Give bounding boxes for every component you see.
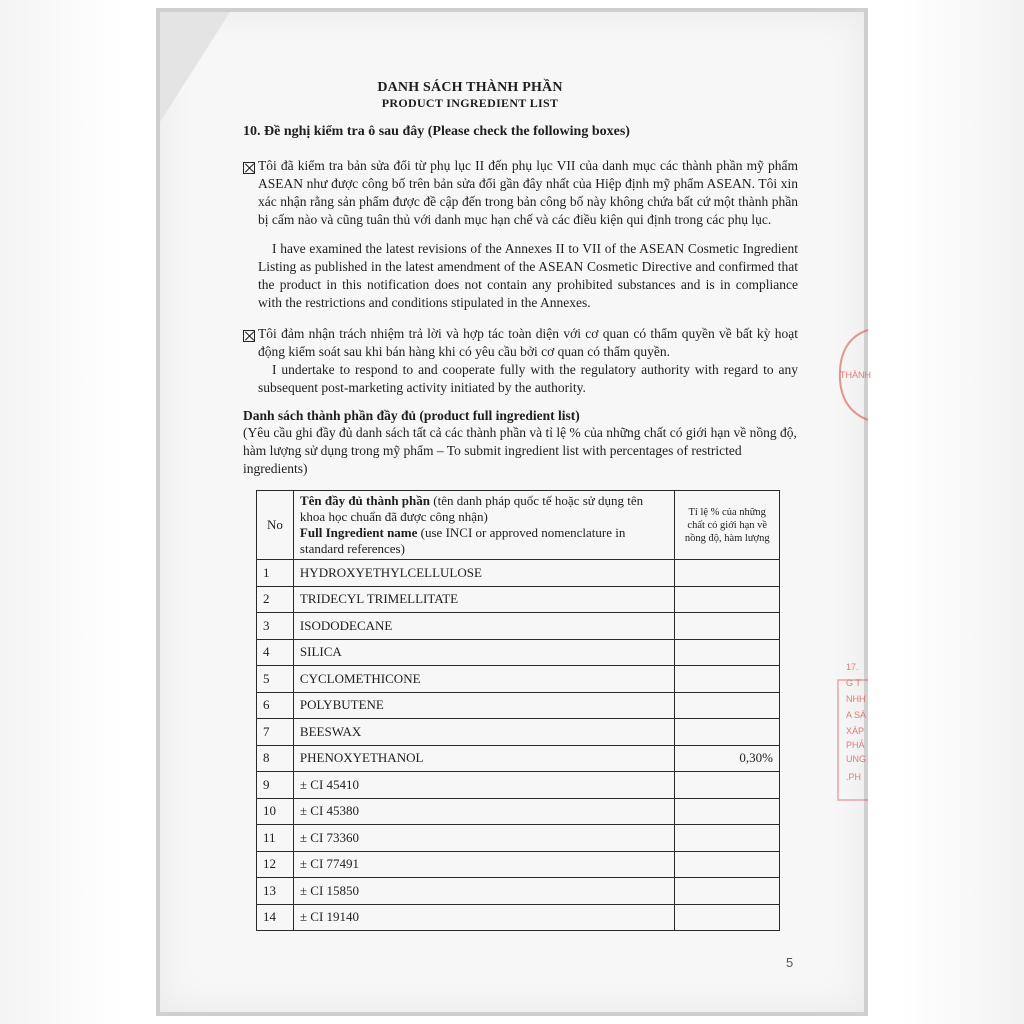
- table-row: [257, 825, 780, 852]
- ingredient-name: CYCLOMETHICONE: [293, 666, 675, 693]
- table-row: [257, 560, 780, 587]
- ingredient-percent: [675, 878, 780, 905]
- row-number: 8: [257, 745, 294, 772]
- row-number: 1: [257, 560, 294, 587]
- declaration-1-vi: Tôi đã kiểm tra bản sửa đổi từ phụ lục II đến phụ lục VII của danh mục các thành phần mỹ phẩm ASEAN như được công bố trên bản sửa đổi gần đây nhất của Hiệp định mỹ phẩm ASEAN. Tôi xin xác nhận rằng sản phẩm được đề cập đến trong bản công bố này không chứa bất cứ một thành phần bị cấm nào và cũng tuân thủ với danh mục hạn chế và các điều kiện qui định trong các phụ lục.: [258, 158, 798, 227]
- ingredient-percent: [675, 719, 780, 746]
- row-number: 7: [257, 719, 294, 746]
- stamp-fragment: XÁP: [846, 726, 865, 736]
- ingredient-percent: [675, 613, 780, 640]
- row-number: 10: [257, 798, 294, 825]
- ingredient-list-heading: Danh sách thành phần đầy đủ (product full ingredient list): [243, 408, 580, 423]
- row-number: 12: [257, 851, 294, 878]
- ingredient-percent: [675, 798, 780, 825]
- row-number: 13: [257, 878, 294, 905]
- declaration-2-vi: Tôi đảm nhận trách nhiệm trả lời và hợp tác toàn diện với cơ quan có thẩm quyền về bất kỳ hoạt động kiểm soát sau khi bán hàng khi có yêu cầu bởi cơ quan có thẩm quyền.: [258, 326, 798, 359]
- table-row: [257, 772, 780, 799]
- stamp-fragment: PHẢ: [846, 740, 865, 750]
- stamp-fragment: .PH: [846, 772, 862, 782]
- section-heading: 10. Đề nghị kiểm tra ô sau đây (Please check the following boxes): [243, 124, 630, 139]
- stamp-fragment: THÀNH: [840, 370, 871, 380]
- table-body: [257, 560, 780, 931]
- ingredient-name: ± CI 19140: [293, 904, 675, 931]
- ingredient-name: SILICA: [293, 639, 675, 666]
- ingredient-name: BEESWAX: [293, 719, 675, 746]
- checked-box-icon[interactable]: [243, 330, 255, 342]
- header-name-vi-rest: (tên danh pháp quốc tế hoặc sử dụng tên khoa học chuẩn đã được công nhận): [299, 493, 644, 524]
- ingredient-name: ± CI 73360: [293, 825, 675, 852]
- ingredient-percent: [675, 692, 780, 719]
- page-number: 5: [786, 955, 794, 970]
- header-no: No: [257, 491, 294, 560]
- row-number: 3: [257, 613, 294, 640]
- table-header-row: [257, 491, 780, 560]
- declaration-2-en: I undertake to respond to and cooperate fully with the regulatory authority with regard to any subsequent post-marketing activity initiated by the authority.: [258, 362, 798, 395]
- stamp-fragment: A SÁ: [846, 710, 867, 720]
- ingredient-percent: 0,30%: [675, 745, 780, 772]
- ingredient-name: ± CI 45380: [293, 798, 675, 825]
- table-row: [257, 586, 780, 613]
- table-row: [257, 904, 780, 931]
- ingredient-percent: [675, 825, 780, 852]
- ingredient-percent: [675, 851, 780, 878]
- row-number: 6: [257, 692, 294, 719]
- table-row: [257, 745, 780, 772]
- ingredient-table: [256, 490, 780, 931]
- row-number: 9: [257, 772, 294, 799]
- stamp-fragment: 17.: [846, 662, 859, 672]
- header-name-en-rest: (use INCI or approved nomenclature in standard references): [299, 525, 626, 556]
- stamp-fragment: UNG: [846, 754, 866, 764]
- row-number: 5: [257, 666, 294, 693]
- table-row: [257, 878, 780, 905]
- header-name-en-bold: Full Ingredient name: [299, 525, 418, 540]
- ingredient-name: ISODODECANE: [293, 613, 675, 640]
- row-number: 2: [257, 586, 294, 613]
- row-number: 4: [257, 639, 294, 666]
- ingredient-percent: [675, 560, 780, 587]
- row-number: 14: [257, 904, 294, 931]
- ingredient-percent: [675, 904, 780, 931]
- table-row: [257, 851, 780, 878]
- table-row: [257, 719, 780, 746]
- table-row: [257, 666, 780, 693]
- declaration-1-en: I have examined the latest revisions of the Annexes II to VII of the ASEAN Cosmetic Ingredient Listing as published in the latest amendment of the ASEAN Cosmetic Directive and confirmed that the product in this notification does not contain any prohibited substances and is in compliance with the restrictions and conditions stipulated in the Annexes.: [258, 241, 798, 310]
- stamp-fragment: G T: [846, 678, 861, 688]
- table-row: [257, 613, 780, 640]
- document-subtitle: PRODUCT INGREDIENT LIST: [381, 96, 559, 110]
- checked-box-icon[interactable]: [243, 162, 255, 174]
- ingredient-percent: [675, 586, 780, 613]
- table-row: [257, 798, 780, 825]
- header-name: [293, 491, 675, 560]
- stamp-fragment: NHH: [846, 694, 866, 704]
- ingredient-name: TRIDECYL TRIMELLITATE: [293, 586, 675, 613]
- ingredient-name: HYDROXYETHYLCELLULOSE: [293, 560, 675, 587]
- row-number: 11: [257, 825, 294, 852]
- ingredient-name: ± CI 45410: [293, 772, 675, 799]
- ingredient-percent: [675, 666, 780, 693]
- document-title: DANH SÁCH THÀNH PHẦN: [377, 80, 563, 95]
- header-name-vi-bold: Tên đầy đủ thành phần: [299, 493, 430, 508]
- table-row: [257, 639, 780, 666]
- ingredient-percent: [675, 772, 780, 799]
- ingredient-name: ± CI 15850: [293, 878, 675, 905]
- header-percent: Tỉ lệ % của những chất có giới hạn về nồng độ, hàm lượng: [675, 491, 780, 560]
- page-corner-fold: [160, 12, 230, 122]
- ingredient-name: PHENOXYETHANOL: [293, 745, 675, 772]
- ingredient-percent: [675, 639, 780, 666]
- red-stamp: [832, 300, 871, 820]
- ingredient-name: ± CI 77491: [293, 851, 675, 878]
- ingredient-list-note: (Yêu cầu ghi đầy đủ danh sách tất cả các thành phần và tỉ lệ % của những chất có giới hạn về nồng độ, hàm lượng sử dụng trong mỹ phẩm – To submit ingredient list with percentages of restricted ingredients): [243, 425, 797, 476]
- ingredient-name: POLYBUTENE: [293, 692, 675, 719]
- table-row: [257, 692, 780, 719]
